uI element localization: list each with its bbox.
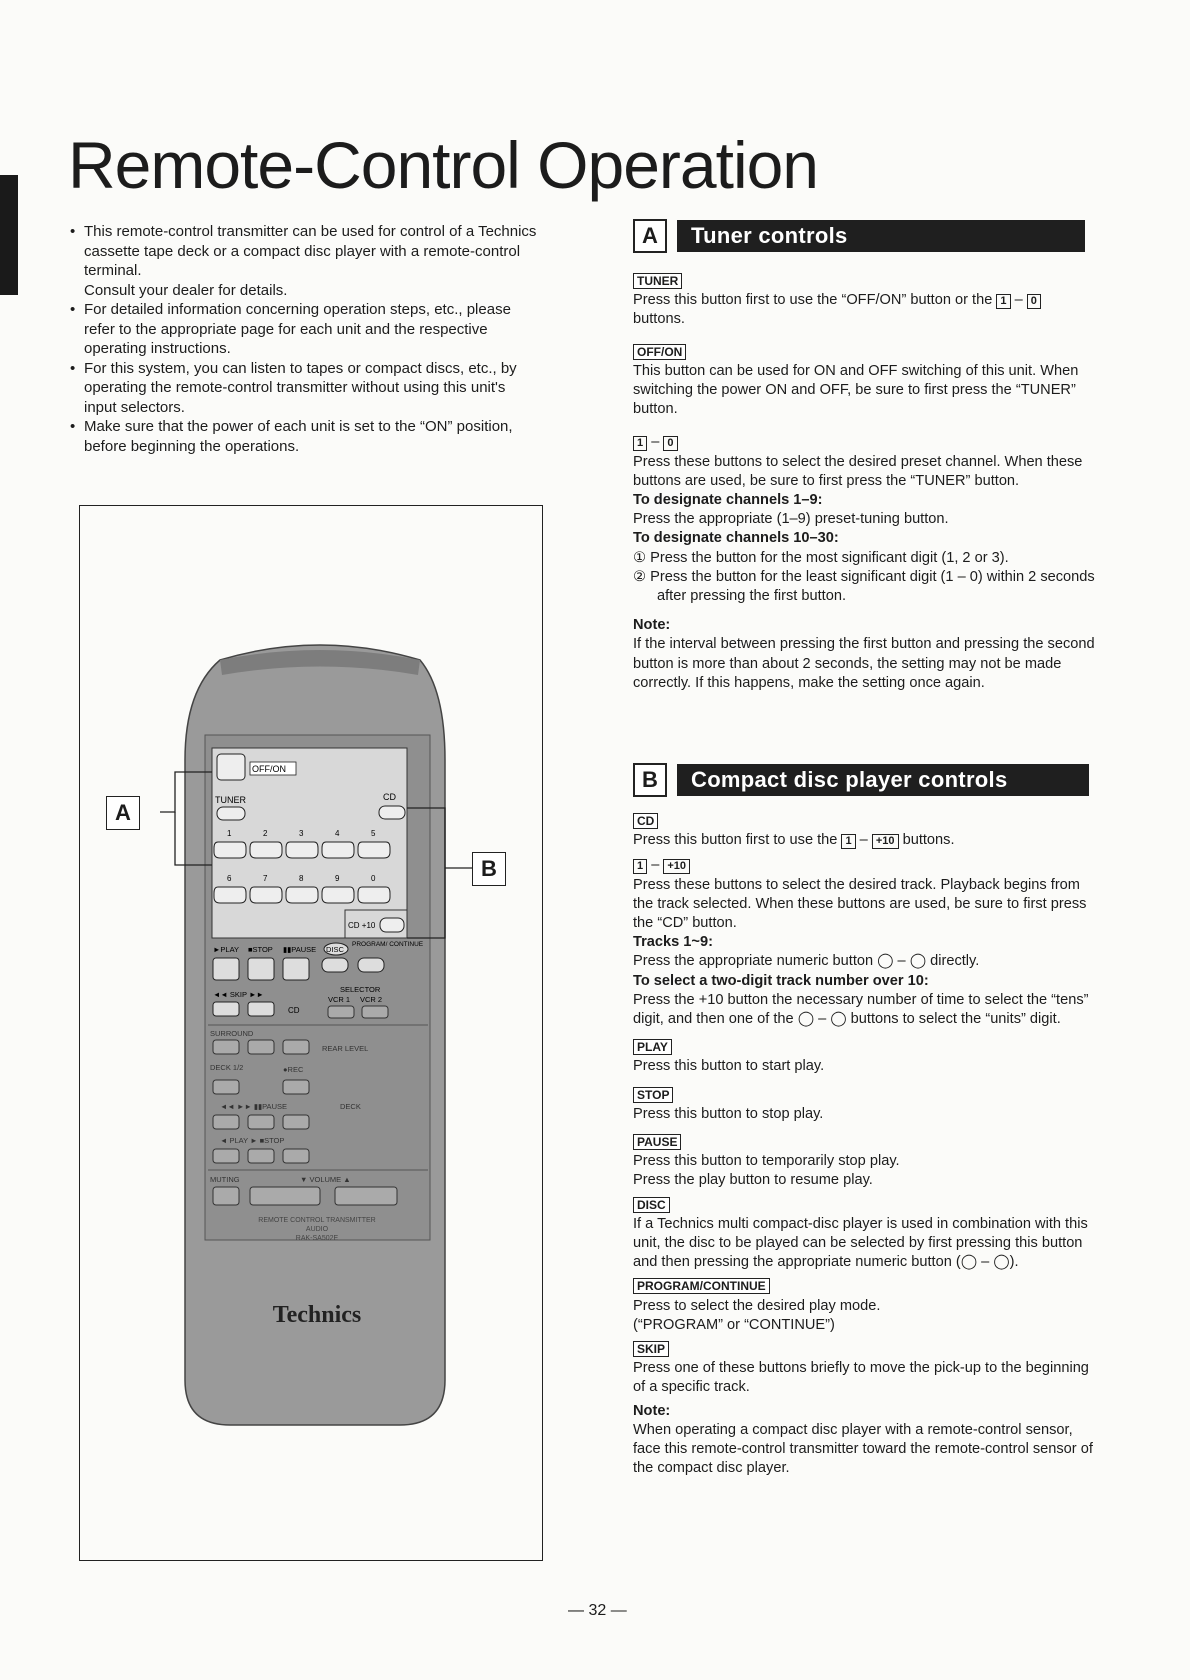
volume-down-button[interactable]: [250, 1187, 320, 1205]
selector-label: SELECTOR: [340, 985, 381, 994]
deck-play-rev-button[interactable]: [213, 1149, 239, 1163]
ch19-heading: To designate channels 1–9:: [633, 492, 823, 509]
cd-desc: Press this button first to use the 1 – +10 buttons.: [633, 832, 955, 849]
deck-rew-button[interactable]: [213, 1115, 239, 1129]
intro-item: • For detailed information concerning operation steps, etc., please refer to the appropriate page for each unit and the respective operating instructions.: [70, 300, 540, 359]
skip-label: ◄◄ SKIP ►►: [213, 990, 264, 999]
play-key: PLAY: [633, 1039, 672, 1055]
volume-up-button[interactable]: [335, 1187, 397, 1205]
cd-key: CD: [633, 813, 658, 829]
offon-label: OFF/ON: [252, 764, 286, 774]
num-label: 6: [227, 874, 232, 883]
tuner-desc: Press this button first to use the “OFF/ON” button or the 1 – 0 buttons.: [633, 291, 1095, 329]
pause-key: PAUSE: [633, 1134, 681, 1150]
num-key[interactable]: [214, 842, 246, 858]
volume-label: ▼ VOLUME ▲: [300, 1175, 351, 1184]
stop-label: ■STOP: [248, 945, 273, 954]
note-text: If the interval between pressing the first button and pressing the second button is more than about 2 seconds, the setting may not be made correctly. If this happens, make the setting once again.: [633, 636, 1095, 691]
brand-logo: Technics: [272, 1302, 362, 1328]
vcr1-label: VCR 1: [328, 995, 351, 1004]
num-label: 8: [299, 874, 304, 883]
disc-label: DISC: [326, 945, 344, 954]
offon-desc: This button can be used for ON and OFF switching of this unit. When switching the power ON and OFF, be sure to first press the “TUNER” button.: [633, 362, 1079, 418]
deck-stop-button[interactable]: [283, 1149, 309, 1163]
callout-a: A: [106, 796, 140, 830]
program-desc-1: Press to select the desired play mode.: [633, 1297, 881, 1314]
pause-label: ▮▮PAUSE: [283, 945, 317, 954]
model-line-3: RAK-SA502E: [295, 1235, 339, 1242]
model-line-2: AUDIO: [305, 1226, 329, 1233]
note-text-b: When operating a compact disc player with a remote-control sensor, face this remote-control transmitter toward the remote-control sensor of the compact disc player.: [633, 1421, 1093, 1477]
two-digit-desc: Press the +10 button the necessary number of time to select the “tens” digit, and then one of the ◯ – ◯ buttons to select the “units” digit.: [633, 991, 1089, 1028]
disc-key: DISC: [633, 1197, 670, 1213]
num-label: 1: [227, 829, 232, 838]
section-a-letter: A: [633, 219, 667, 253]
num-label: 9: [335, 874, 340, 883]
section-b-body: [633, 805, 1095, 1479]
rec-label: ●REC: [283, 1065, 304, 1074]
section-b-title: Compact disc player controls: [677, 764, 1089, 796]
deck12-label: DECK 1/2: [210, 1063, 244, 1072]
cd-button[interactable]: [379, 806, 405, 819]
remote-illustration: [100, 640, 540, 1440]
program-desc-2: (“PROGRAM” or “CONTINUE”): [633, 1316, 835, 1333]
track-keys-desc: Press these buttons to select the desired track. Playback begins from the track selected. When these buttons are used, be sure to first press the “CD” button.: [633, 876, 1087, 932]
note-heading-b: Note:: [633, 1402, 671, 1419]
model-line-1: REMOTE CONTROL TRANSMITTER: [258, 1217, 376, 1224]
muting-button[interactable]: [213, 1187, 239, 1205]
num-keys-heading: 1 – 0: [633, 433, 1095, 452]
surround-button[interactable]: [213, 1040, 239, 1054]
page-title: Remote-Control Operation: [68, 128, 819, 202]
num-label: 4: [335, 829, 340, 838]
num-key[interactable]: [250, 887, 282, 903]
ch1030-step-2: ② Press the button for the least significant digit (1 – 0) within 2 seconds after pressing the first button.: [633, 568, 1095, 605]
num-key[interactable]: [214, 887, 246, 903]
vcr1-button[interactable]: [328, 1006, 354, 1018]
program-key: PROGRAM/CONTINUE: [633, 1278, 770, 1294]
intro-item: • Make sure that the power of each unit is set to the “ON” position, before beginning the operations.: [70, 417, 540, 456]
binding-edge-mark: [0, 175, 18, 295]
deck-pause-button[interactable]: [283, 1115, 309, 1129]
skip-forward-button[interactable]: [248, 1002, 274, 1016]
skip-desc: Press one of these buttons briefly to move the pick-up to the beginning of a specific track.: [633, 1360, 1089, 1396]
disc-button[interactable]: [322, 958, 348, 972]
tracks-heading: Tracks 1~9:: [633, 934, 713, 951]
skip-key: SKIP: [633, 1341, 669, 1357]
offon-key: OFF/ON: [633, 344, 686, 360]
cd-plus10-label: CD +10: [348, 921, 376, 930]
vcr2-button[interactable]: [362, 1006, 388, 1018]
num-keys-desc: Press these buttons to select the desired preset channel. When these buttons are used, be sure to first press the “TUNER” button.: [633, 453, 1083, 489]
num-key[interactable]: [358, 842, 390, 858]
program-label: PROGRAM/ CONTINUE: [352, 941, 424, 948]
num-key[interactable]: [322, 887, 354, 903]
intro-notes: [70, 222, 540, 456]
deck12-button[interactable]: [213, 1080, 239, 1094]
ch1030-heading: To designate channels 10–30:: [633, 530, 839, 547]
pause-desc-2: Press the play button to resume play.: [633, 1172, 873, 1189]
section-b-letter: B: [633, 763, 667, 797]
rear-up-button[interactable]: [283, 1040, 309, 1054]
tracks-desc: Press the appropriate numeric button ◯ – ◯ directly.: [633, 953, 980, 970]
intro-item: • For this system, you can listen to tapes or compact discs, etc., by operating the remote-control transmitter without using this unit's input selectors.: [70, 359, 540, 418]
num-label: 0: [371, 874, 376, 883]
num-label: 5: [371, 829, 376, 838]
section-b-heading: [633, 763, 1095, 797]
intro-item: • This remote-control transmitter can be used for control of a Technics cassette tape deck or a compact disc player with a remote-control terminal. Consult your dealer for details.: [70, 222, 540, 300]
num-label: 3: [299, 829, 304, 838]
offon-button[interactable]: [217, 754, 245, 780]
tuner-label: TUNER: [215, 795, 246, 805]
section-b: [633, 763, 1095, 1479]
two-digit-heading: To select a two-digit track number over 10:: [633, 972, 929, 989]
cd-label-2: CD: [288, 1006, 300, 1015]
ch1030-step-1: ① Press the button for the most significant digit (1, 2 or 3).: [633, 549, 1009, 566]
num-key[interactable]: [322, 842, 354, 858]
num-key[interactable]: [250, 842, 282, 858]
deck-play-label: ◄ PLAY ► ■STOP: [220, 1136, 285, 1145]
section-a-heading: [633, 219, 1095, 253]
num-key[interactable]: [358, 887, 390, 903]
vcr2-label: VCR 2: [360, 995, 383, 1004]
disc-desc: If a Technics multi compact-disc player is used in combination with this unit, the disc to be played can be selected by first pressing this button and then pressing the appropriate numeric button (◯ – ◯).: [633, 1215, 1088, 1271]
rear-level-label: REAR LEVEL: [322, 1044, 369, 1053]
num-key[interactable]: [286, 842, 318, 858]
num-label: 7: [263, 874, 268, 883]
play-desc: Press this button to start play.: [633, 1058, 825, 1075]
pause-desc-1: Press this button to temporarily stop play.: [633, 1153, 900, 1170]
track-keys-heading: 1 – +10: [633, 856, 1095, 875]
note-heading: Note:: [633, 617, 671, 634]
plus10-button[interactable]: [380, 918, 404, 932]
num-label: 2: [263, 829, 268, 838]
tuner-button[interactable]: [217, 807, 245, 820]
section-a: [633, 219, 1095, 693]
ch19-desc: Press the appropriate (1–9) preset-tuning button.: [633, 511, 949, 528]
surround-label: SURROUND: [210, 1029, 254, 1038]
play-button[interactable]: [213, 958, 239, 980]
num-key[interactable]: [286, 887, 318, 903]
deck-transport-label: ◄◄ ►► ▮▮PAUSE: [220, 1102, 287, 1111]
program-button[interactable]: [358, 958, 384, 972]
pause-button[interactable]: [283, 958, 309, 980]
skip-back-button[interactable]: [213, 1002, 239, 1016]
callout-b: B: [472, 852, 506, 886]
stop-button[interactable]: [248, 958, 274, 980]
stop-key: STOP: [633, 1087, 673, 1103]
rec-button[interactable]: [283, 1080, 309, 1094]
stop-desc: Press this button to stop play.: [633, 1105, 824, 1122]
rear-down-button[interactable]: [248, 1040, 274, 1054]
deck-ff-button[interactable]: [248, 1115, 274, 1129]
tuner-key: TUNER: [633, 273, 682, 289]
section-a-title: Tuner controls: [677, 220, 1085, 252]
play-label: ►PLAY: [213, 945, 240, 954]
cd-label: CD: [383, 792, 396, 802]
deck-play-fwd-button[interactable]: [248, 1149, 274, 1163]
section-a-body: [633, 265, 1095, 693]
muting-label: MUTING: [210, 1175, 240, 1184]
page-number: — 32 —: [568, 1602, 627, 1619]
deck-label: DECK: [340, 1102, 361, 1111]
